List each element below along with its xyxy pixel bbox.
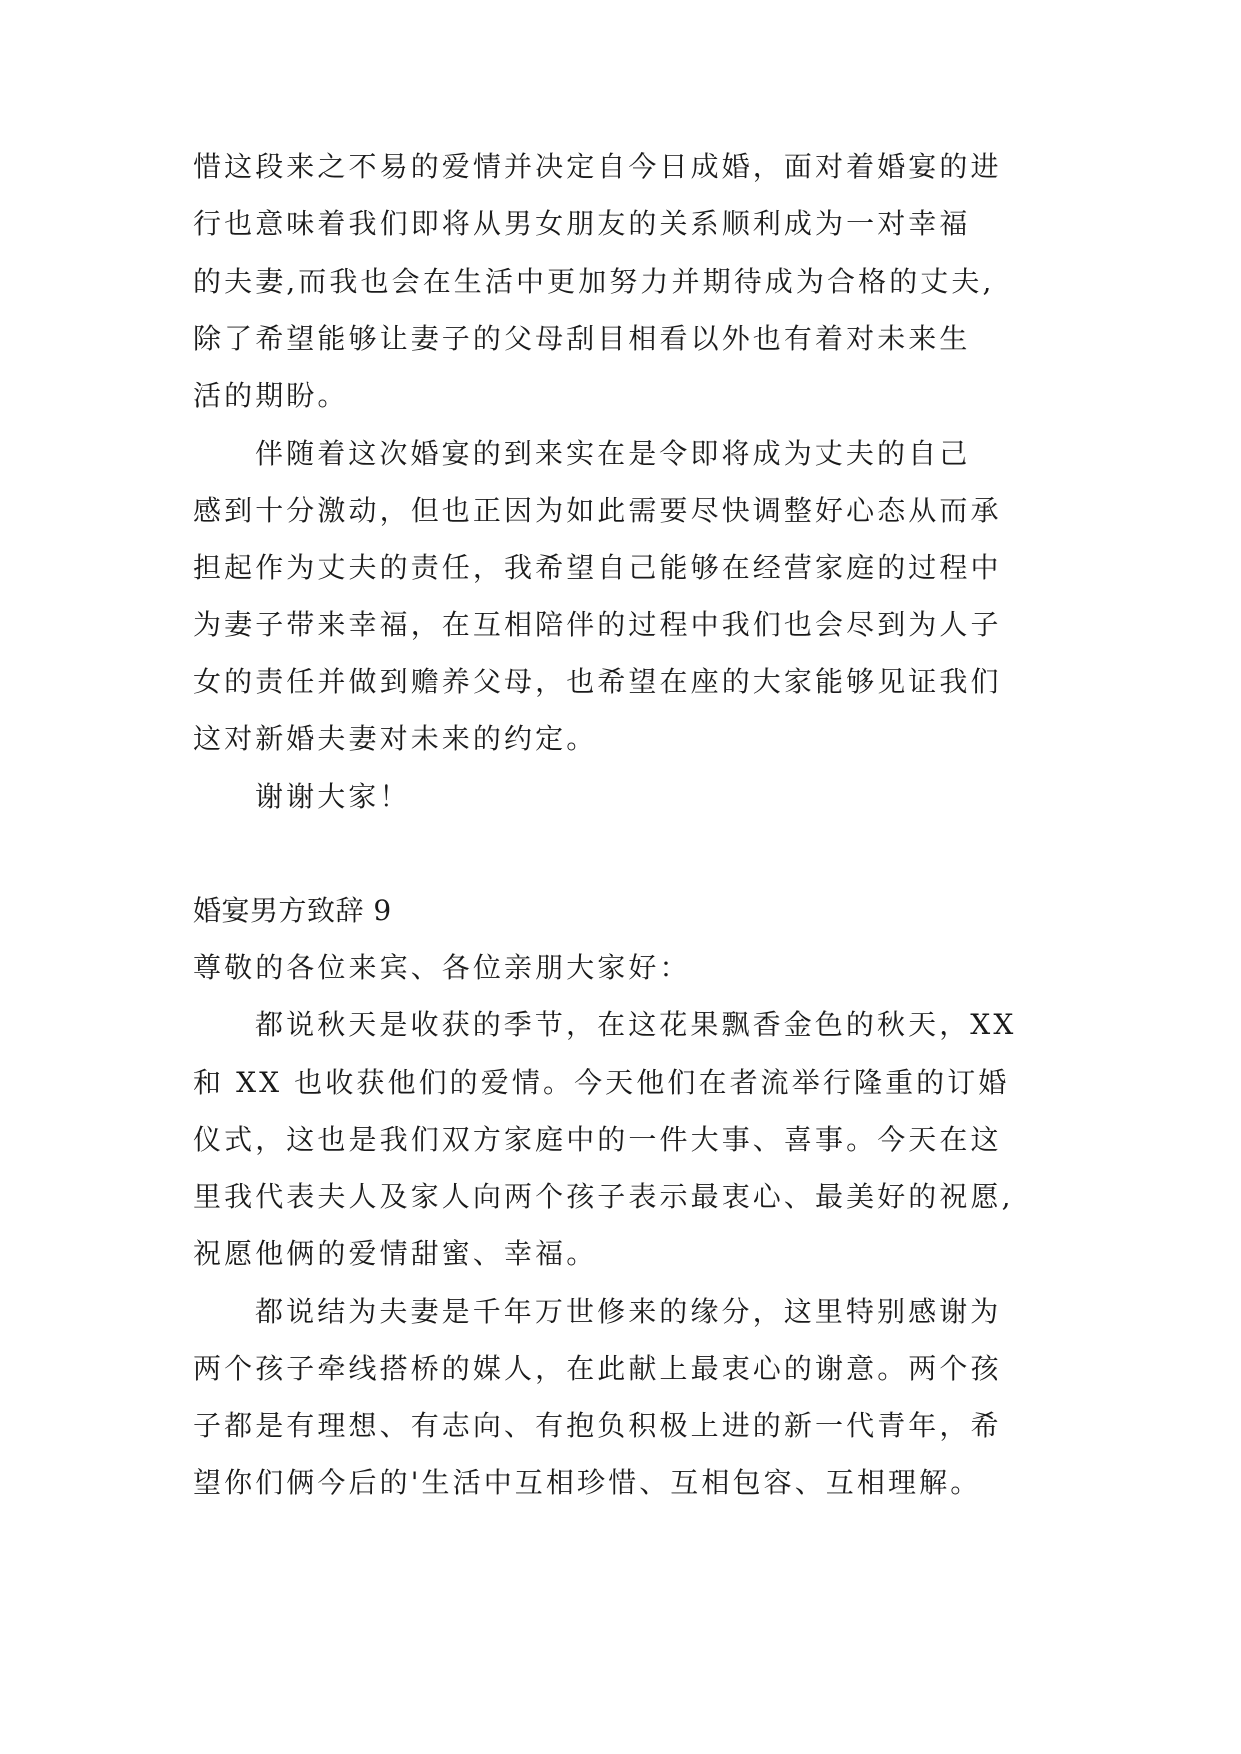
paragraph-line: 子都是有理想、有志向、有抱负积极上进的新一代青年，希 [193, 1409, 1002, 1442]
paragraph-line: 两个孩子牵线搭桥的媒人，在此献上最衷心的谢意。两个孩 [193, 1352, 1002, 1385]
paragraph-line: 行也意味着我们即将从男女朋友的关系顺利成为一对幸福 [193, 207, 971, 240]
section-title: 婚宴男方致辞 9 [193, 894, 392, 927]
paragraph-line: 和 XX 也收获他们的爱情。今天他们在者流举行隆重的订婚 [193, 1066, 1010, 1099]
paragraph-line: 谢谢大家！ [255, 780, 411, 813]
paragraph-line: 这对新婚夫妻对未来的约定。 [193, 722, 598, 755]
paragraph-line: 为妻子带来幸福，在互相陪伴的过程中我们也会尽到为人子 [193, 608, 1002, 641]
paragraph-line: 担起作为丈夫的责任，我希望自己能够在经营家庭的过程中 [193, 551, 1002, 584]
salutation: 尊敬的各位来宾、各位亲朋大家好： [193, 951, 691, 984]
paragraph-line: 伴随着这次婚宴的到来实在是令即将成为丈夫的自己 [255, 437, 971, 470]
paragraph-line: 除了希望能够让妻子的父母刮目相看以外也有着对未来生 [193, 322, 971, 355]
paragraph-line: 感到十分激动，但也正因为如此需要尽快调整好心态从而承 [193, 494, 1002, 527]
paragraph-line: 祝愿他俩的爱情甜蜜、幸福。 [193, 1237, 598, 1270]
paragraph-line: 都说结为夫妻是千年万世修来的缘分，这里特别感谢为 [255, 1295, 1002, 1328]
paragraph-line: 活的期盼。 [193, 379, 349, 412]
paragraph-line: 惜这段来之不易的爱情并决定自今日成婚，面对着婚宴的进 [193, 150, 1002, 183]
paragraph-line: 女的责任并做到赡养父母，也希望在座的大家能够见证我们 [193, 665, 1002, 698]
paragraph-line: 仪式，这也是我们双方家庭中的一件大事、喜事。今天在这 [193, 1123, 1002, 1156]
paragraph-line: 的夫妻,而我也会在生活中更加努力并期待成为合格的丈夫, [193, 265, 995, 298]
paragraph-line: 都说秋天是收获的季节，在这花果飘香金色的秋天，XX [255, 1008, 1017, 1041]
paragraph-line: 里我代表夫人及家人向两个孩子表示最衷心、最美好的祝愿, [193, 1180, 1014, 1213]
paragraph-line: 望你们俩今后的'生活中互相珍惜、互相包容、互相理解。 [193, 1466, 982, 1499]
